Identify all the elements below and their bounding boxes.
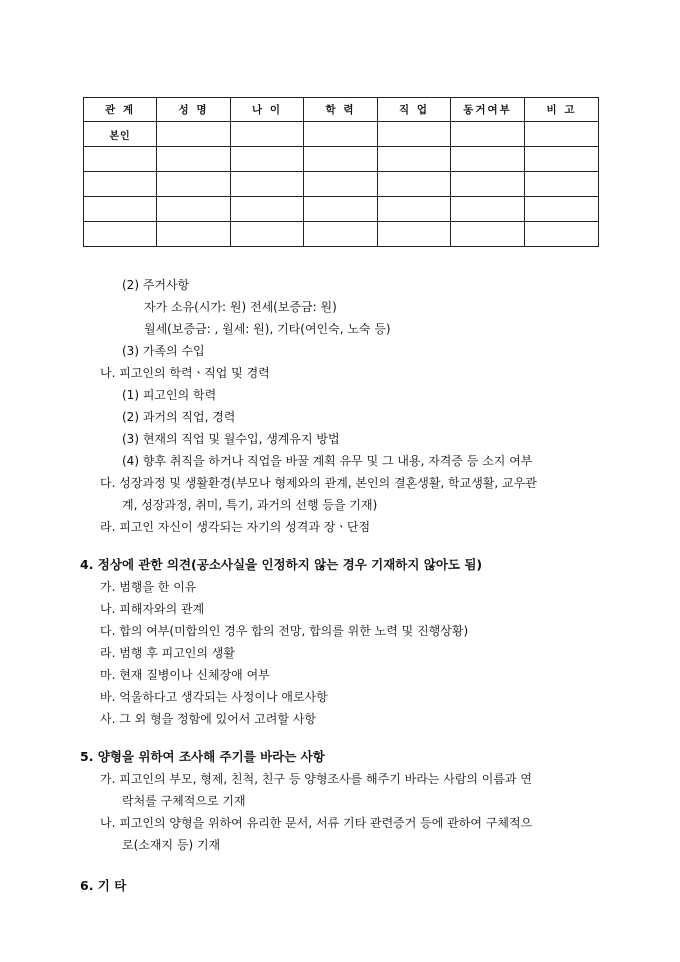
header-relation: 관 계 [84, 98, 157, 122]
table-row [84, 197, 599, 222]
table-cell[interactable] [304, 147, 378, 172]
table-cell[interactable] [157, 172, 231, 197]
section-4-item: 다. 합의 여부(미합의인 경우 합의 전망, 합의를 위한 노력 및 진행상황) [100, 624, 469, 638]
section-da-line-2: 계, 성장과정, 취미, 특기, 과거의 선행 등을 기재) [122, 498, 378, 512]
table-cell[interactable] [378, 172, 451, 197]
header-education: 학 력 [304, 98, 378, 122]
table-cell[interactable] [157, 122, 231, 147]
table-cell[interactable] [231, 122, 304, 147]
family-table [83, 97, 599, 247]
section-na-title: 나. 피고인의 학력ㆍ직업 및 경력 [100, 366, 270, 380]
table-cell[interactable] [451, 222, 525, 247]
section-6-title: 6. 기 타 [80, 878, 127, 893]
table-cell[interactable] [157, 222, 231, 247]
table-cell[interactable]: 본인 [84, 122, 157, 147]
section-5-na-line-2: 로(소재지 등) 기재 [122, 838, 221, 852]
table-cell[interactable] [525, 122, 599, 147]
header-name: 성 명 [157, 98, 231, 122]
section-na-item: (2) 과거의 직업, 경력 [122, 410, 236, 424]
table-cell[interactable] [451, 122, 525, 147]
section-na-item: (3) 현재의 직업 및 월수입, 생계유지 방법 [122, 432, 340, 446]
table-cell[interactable] [231, 197, 304, 222]
table-cell[interactable] [525, 147, 599, 172]
table-cell[interactable] [451, 197, 525, 222]
table-cell[interactable] [378, 147, 451, 172]
table-cell[interactable] [304, 172, 378, 197]
header-occupation: 직 업 [378, 98, 451, 122]
section-4-item: 사. 그 외 형을 정함에 있어서 고려할 사항 [100, 712, 316, 726]
section-da-line-1: 다. 성장과정 및 생활환경(부모나 형제와의 관계, 본인의 결혼생활, 학교생활, 교우관 [100, 476, 537, 490]
table-cell[interactable] [378, 222, 451, 247]
table-cell[interactable] [231, 172, 304, 197]
section-5-ga-line-2: 락처를 구체적으로 기재 [122, 794, 246, 808]
table-cell[interactable] [378, 197, 451, 222]
table-cell[interactable] [157, 197, 231, 222]
header-age: 나 이 [231, 98, 304, 122]
table-header-row [84, 98, 599, 122]
residence-title: (2) 주거사항 [122, 278, 190, 292]
table-cell[interactable] [525, 197, 599, 222]
table-cell[interactable] [451, 147, 525, 172]
section-na-item: (4) 향후 취직을 하거나 직업을 바꿀 계획 유무 및 그 내용, 자격증 등 소지 여부 [122, 454, 533, 468]
section-4-title: 4. 정상에 관한 의견(공소사실을 인정하지 않는 경우 기재하지 않아도 됨) [80, 557, 483, 572]
table-row [84, 122, 599, 147]
header-cohabitation: 동거여부 [451, 98, 525, 122]
table-row [84, 222, 599, 247]
header-remarks: 비 고 [525, 98, 599, 122]
table-cell[interactable] [84, 222, 157, 247]
table-row [84, 147, 599, 172]
table-cell[interactable] [231, 222, 304, 247]
table-row [84, 172, 599, 197]
family-income: (3) 가족의 수입 [122, 344, 205, 358]
table-cell[interactable] [84, 172, 157, 197]
table-cell[interactable] [525, 222, 599, 247]
table-cell[interactable] [84, 147, 157, 172]
table-cell[interactable] [304, 197, 378, 222]
table-cell[interactable] [304, 122, 378, 147]
residence-line-2: 월세(보증금: , 월세: 원), 기타(여인숙, 노숙 등) [144, 322, 391, 336]
section-5-ga-line-1: 가. 피고인의 부모, 형제, 친척, 친구 등 양형조사를 해주기 바라는 사람의 이름과 연 [100, 772, 532, 786]
section-5-na-line-1: 나. 피고인의 양형을 위하여 유리한 문서, 서류 기타 관련증거 등에 관하여 구체적으 [100, 816, 533, 830]
table-cell[interactable] [157, 147, 231, 172]
table-cell[interactable] [378, 122, 451, 147]
section-4-item: 가. 범행을 한 이유 [100, 580, 197, 594]
residence-line-1: 자가 소유(시가: 원) 전세(보증금: 원) [144, 300, 337, 314]
section-ra: 라. 피고인 자신이 생각되는 자기의 성격과 장ㆍ단점 [100, 520, 371, 534]
table-cell[interactable] [451, 172, 525, 197]
section-4-item: 나. 피해자와의 관계 [100, 602, 205, 616]
section-4-item: 바. 억울하다고 생각되는 사정이나 애로사항 [100, 690, 328, 704]
section-na-item: (1) 피고인의 학력 [122, 388, 217, 402]
table-cell[interactable] [84, 197, 157, 222]
table-cell[interactable] [231, 147, 304, 172]
table-cell[interactable] [304, 222, 378, 247]
section-4-item: 마. 현재 질병이나 신체장애 여부 [100, 668, 270, 682]
table-cell[interactable] [525, 172, 599, 197]
section-5-title: 5. 양형을 위하여 조사해 주기를 바라는 사항 [80, 749, 325, 764]
section-4-item: 라. 범행 후 피고인의 생활 [100, 646, 235, 660]
